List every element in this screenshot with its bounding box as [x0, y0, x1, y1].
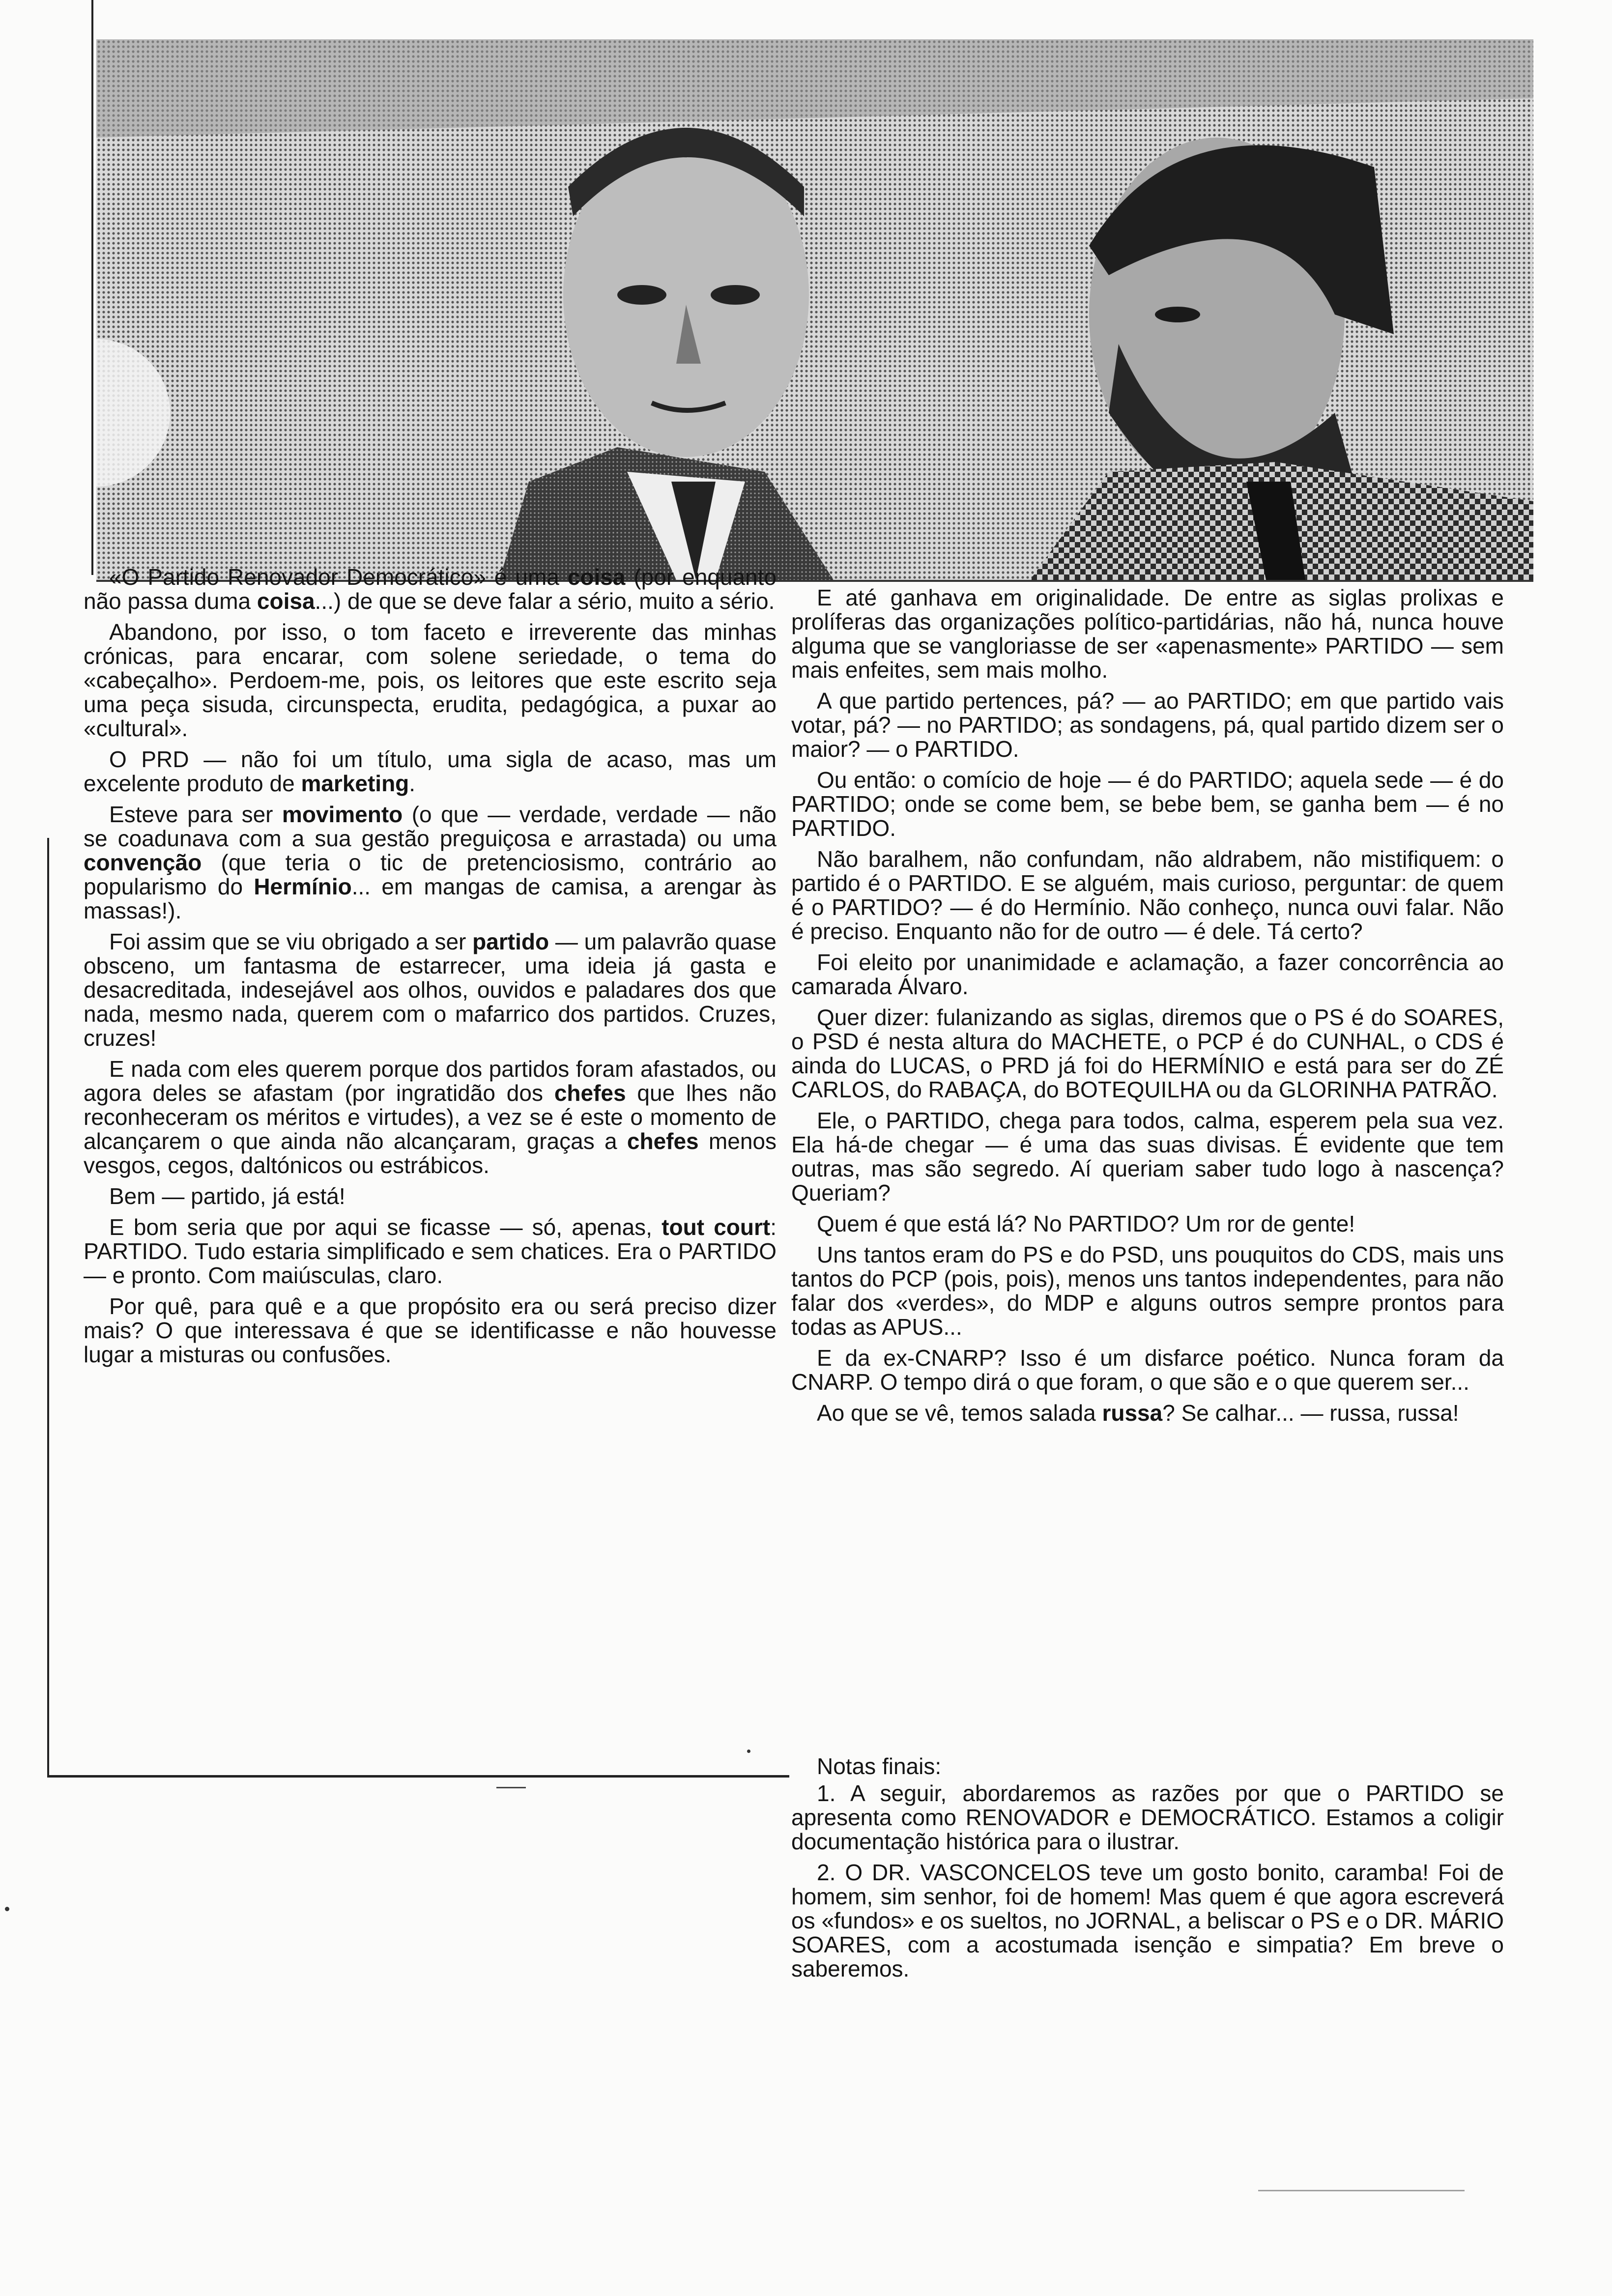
- text-run: — um palavrão quase obsceno, um fantasma de estarrecer, uma ideia já gasta e desacreditada, indesejável aos olhos, ouvidos e paladares dos que nada, mesmo nada, querem com o mafarrico dos partidos. Cruzes, cruzes!: [84, 929, 777, 1051]
- paragraph-p7: [84, 1184, 777, 1208]
- scan-mark: [496, 1787, 526, 1788]
- article-column-right: [791, 586, 1504, 1432]
- text-run: : PARTIDO. Tudo estaria simplificado e sem chatices. Era o PARTIDO — e pronto. Com maiúsculas, claro.: [84, 1214, 777, 1288]
- text-run: ...) de que se deve falar a sério, muito a sério.: [315, 588, 775, 614]
- paragraph-p3: [84, 747, 777, 796]
- paragraph-r8: [791, 1212, 1504, 1236]
- notes-list: [791, 1781, 1504, 1981]
- paragraph-p2: [84, 620, 777, 741]
- paragraph-r11: [791, 1401, 1504, 1425]
- box-frame-left: [47, 838, 49, 1777]
- paragraph-r6: [791, 1005, 1504, 1102]
- paragraph-r1: [791, 586, 1504, 682]
- text-run: Ele, o PARTIDO, chega para todos, calma, esperem pela sua vez. Ela há-de chegar — é uma das suas divisas. É evidente que tem outras, mas são segredo. Aí queriam saber tudo logo à nascença? Queriam?: [791, 1108, 1504, 1205]
- text-run: menos vesgos, cegos, daltónicos ou estrábicos.: [84, 1128, 777, 1178]
- paragraph-n1: [791, 1781, 1504, 1854]
- text-run: (por enquanto não passa duma: [84, 564, 777, 614]
- paragraph-r4: [791, 847, 1504, 944]
- emphasis-word: tout court: [662, 1214, 771, 1240]
- notes-title: Notas finais:: [817, 1753, 942, 1779]
- text-run: Quer dizer: fulanizando as siglas, diremos que o PS é do SOARES, o PSD é nesta altura do MACHETE, o PCP é do CUNHAL, o CDS é ainda do LUCAS, o PRD já foi do HERMÍNIO e está para ser do ZÉ CARLOS, do RABAÇA, do BOTEQUILHA ou da GLORINHA PATRÃO.: [791, 1004, 1504, 1102]
- text-run: Abandono, por isso, o tom faceto e irreverente das minhas crónicas, para encarar, com solene seriedade, o tema do «cabeçalho». Perdoem-me, pois, os leitores que este escrito seja uma peça sisuda, circunspecta, erudita, pedagógica, a puxar ao «cultural».: [84, 619, 777, 741]
- article-column-left: [84, 565, 777, 1374]
- emphasis-word: Hermínio: [254, 874, 352, 899]
- box-frame-bottom: [47, 1775, 789, 1778]
- emphasis-word: partido: [472, 929, 549, 954]
- text-run: Foi eleito por unanimidade e aclamação, a fazer concorrência ao camarada Álvaro.: [791, 949, 1504, 999]
- paragraph-r9: [791, 1243, 1504, 1339]
- paragraph-p4: [84, 803, 777, 923]
- emphasis-word: marketing: [301, 771, 409, 796]
- margin-rule: [91, 0, 93, 575]
- text-run: 2. O DR. VASCONCELOS teve um gosto bonito, caramba! Foi de homem, sim senhor, foi de homem! Mas quem é que agora escreverá os «fundos» e os sueltos, no JORNAL, a beliscar o PS e o DR. MÁRIO SOARES, com a acostumada isenção e simpatia? Em breve o saberemos.: [791, 1860, 1504, 1981]
- halftone-photo-two-men: [96, 39, 1533, 582]
- scan-speck: [747, 1750, 750, 1753]
- text-run: ? Se calhar... — russa, russa!: [1162, 1400, 1459, 1426]
- text-run: Ao que se vê, temos salada: [817, 1400, 1102, 1426]
- paragraph-n2: [791, 1861, 1504, 1981]
- emphasis-word: coisa: [257, 588, 315, 614]
- emphasis-word: movimento: [282, 802, 403, 827]
- text-run: Ou então: o comício de hoje — é do PARTIDO; aquela sede — é do PARTIDO; onde se come bem, se bebe bem, se ganha bem — é no PARTIDO.: [791, 767, 1504, 841]
- text-run: Bem — partido, já está!: [109, 1183, 345, 1209]
- emphasis-word: coisa: [567, 564, 626, 590]
- text-run: (o que — verdade, verdade — não se coadunava com a sua gestão preguiçosa e arrastada) ou uma: [84, 802, 777, 851]
- text-run: Não baralhem, não confundam, não aldrabem, não mistifiquem: o partido é o PARTIDO. E se alguém, mais curioso, perguntar: de quem é o PARTIDO? — é do Hermínio. Não conheço, nunca ouvi falar. Não é preciso. Enquanto não for de outro — é dele. Tá certo?: [791, 846, 1504, 944]
- text-run: A que partido pertences, pá? — ao PARTIDO; em que partido vais votar, pá? — no PARTIDO; as sondagens, pá, qual partido dizem ser o maior? — o PARTIDO.: [791, 688, 1504, 762]
- scan-mark: [1258, 2190, 1465, 2191]
- text-run: Foi assim que se viu obrigado a ser: [109, 929, 473, 954]
- text-run: Por quê, para quê e a que propósito era ou será preciso dizer mais? O que interessava é que se identificasse e não houvesse lugar a misturas ou confusões.: [84, 1293, 777, 1367]
- scan-speck: [5, 1907, 9, 1911]
- text-run: Quem é que está lá? No PARTIDO? Um ror de gente!: [817, 1211, 1355, 1236]
- text-run: .: [409, 771, 416, 796]
- text-run: que lhes não reconheceram os méritos e virtudes), a vez se é este o momento de alcançarem o que ainda não alcançaram, graças a: [84, 1080, 777, 1154]
- text-run: O PRD — não foi um título, uma sigla de acaso, mas um excelente produto de: [84, 746, 777, 796]
- text-run: Uns tantos eram do PS e do PSD, uns pouquitos do CDS, mais uns tantos do PCP (pois, pois), menos uns tantos independentes, para não falar dos «verdes», do MDP e alguns outros sempre prontos para todas as APUS...: [791, 1242, 1504, 1340]
- emphasis-word: russa: [1102, 1400, 1163, 1426]
- text-run: «O Partido Renovador Democrático» é uma: [109, 564, 568, 590]
- paragraph-r2: [791, 689, 1504, 761]
- paragraph-r5: [791, 950, 1504, 999]
- paragraph-p1: [84, 565, 777, 613]
- paragraph-r3: [791, 768, 1504, 840]
- text-run: E nada com eles querem porque dos partidos foram afastados, ou agora deles se afastam (por ingratidão dos: [84, 1056, 777, 1106]
- text-run: ... em mangas de camisa, a arengar às massas!).: [84, 874, 777, 923]
- emphasis-word: chefes: [554, 1080, 626, 1106]
- paragraph-p6: [84, 1057, 777, 1177]
- paragraph-p9: [84, 1294, 777, 1367]
- final-notes: [791, 1754, 1504, 1988]
- paragraph-p8: [84, 1215, 777, 1288]
- paragraph-r7: [791, 1109, 1504, 1205]
- text-run: 1. A seguir, abordaremos as razões por que o PARTIDO se apresenta como RENOVADOR e DEMOCRÁTICO. Estamos a coligir documentação histórica para o ilustrar.: [791, 1780, 1504, 1854]
- emphasis-word: convenção: [84, 850, 202, 875]
- text-run: E da ex-CNARP? Isso é um disfarce poético. Nunca foram da CNARP. O tempo dirá o que foram, o que são e o que querem ser...: [791, 1345, 1504, 1395]
- text-run: Esteve para ser: [109, 802, 282, 827]
- paragraph-p5: [84, 930, 777, 1050]
- text-run: E bom seria que por aqui se ficasse — só, apenas,: [109, 1214, 662, 1240]
- emphasis-word: chefes: [627, 1128, 699, 1154]
- text-run: (que teria o tic de pretenciosismo, contrário ao popularismo do: [84, 850, 777, 899]
- paragraph-r10: [791, 1346, 1504, 1394]
- text-run: E até ganhava em originalidade. De entre as siglas prolixas e prolíferas das organizações político-partidárias, não há, nunca houve alguma que se vangloriasse de ser «apenasmente» PARTIDO — sem mais enfeites, sem mais molho.: [791, 585, 1504, 683]
